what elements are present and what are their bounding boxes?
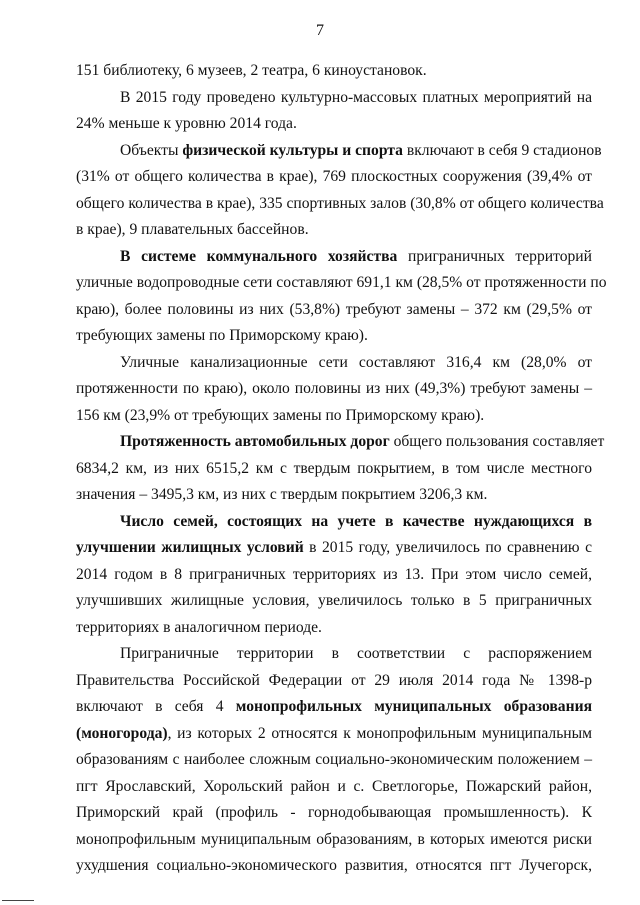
text-segment: уличные водопроводные сети составляют 691,1 км (28,5% от протяженности по: [76, 274, 607, 291]
text-line: [76, 800, 592, 827]
text-line: [76, 562, 592, 589]
text-line: [76, 694, 592, 721]
bold-term: Число семей, состоящих на учете в качестве нуждающихся в: [120, 512, 592, 530]
text-segment: , из которых 2 относятся к монопрофильным муниципальным: [167, 724, 592, 742]
text-segment: В 2015 году проведено культурно-массовых платных мероприятий на: [120, 88, 592, 106]
text-segment: 156 км (23,9% от требующих замены по Приморскому краю).: [76, 406, 485, 424]
text-line: [76, 244, 592, 271]
bold-term: (моногорода): [76, 724, 168, 742]
text-segment: 151 библиотеку, 6 музеев, 2 театра, 6 киноустановок.: [76, 62, 427, 79]
text-segment: включают в себя 4: [76, 698, 236, 715]
text-line: [76, 588, 592, 615]
text-line: [76, 535, 592, 562]
text-segment: общего количества в крае), 335 спортивных залов (30,8% от общего количества: [76, 194, 604, 212]
text-segment: 6834,2 км, из них 6515,2 км с твердым покрытием, в том числе местного: [76, 459, 592, 477]
text-line: [76, 297, 592, 324]
text-segment: требующих замены по Приморскому краю).: [76, 327, 368, 344]
text-line: [76, 747, 592, 774]
text-line: [76, 403, 592, 430]
text-line: [76, 641, 592, 668]
text-segment: в 2015 году, увеличилось по сравнению с: [303, 539, 592, 556]
text-line: [76, 191, 604, 218]
bold-term: монопрофильных муниципальных образования: [235, 698, 593, 715]
text-segment: территориях в аналогичном периоде.: [76, 618, 322, 636]
text-line: [76, 853, 592, 880]
text-segment: включают в себя 9 стадионов: [402, 141, 602, 159]
text-line: [76, 323, 592, 350]
text-line: [76, 138, 602, 165]
text-segment: (31% от общего количества в крае), 769 плоскостных сооружения (39,4% от: [76, 168, 592, 185]
text-segment: Объекты: [120, 141, 183, 159]
text-line: [76, 509, 592, 536]
text-line: [76, 85, 592, 112]
text-segment: образованиям с наиболее сложным социально-экономическим положением –: [76, 751, 592, 768]
text-line: [76, 668, 592, 695]
document-body: [76, 58, 607, 880]
text-segment: Приморский край (профиль - горнодобывающая промышленность). К: [76, 804, 592, 821]
text-line: [76, 350, 592, 377]
text-line: [76, 482, 592, 509]
text-line: [76, 456, 592, 483]
text-segment: значения – 3495,3 км, из них с твердым покрытием 3206,3 км.: [76, 486, 488, 503]
bold-term: В системе коммунального хозяйства: [120, 247, 398, 265]
bold-term: улучшении жилищных условий: [76, 539, 304, 556]
text-segment: в крае), 9 плавательных бассейнов.: [76, 221, 309, 238]
text-segment: 2014 годом в 8 приграничных территориях из 13. При этом число семей,: [76, 565, 592, 583]
bold-term: Протяженность автомобильных дорог: [120, 433, 390, 450]
text-line: [76, 58, 592, 85]
text-segment: Уличные канализационные сети составляют 316,4 км (28,0% от: [120, 353, 592, 371]
text-line: [76, 376, 592, 403]
text-line: [76, 111, 592, 138]
text-segment: общего пользования составляет: [389, 433, 605, 450]
bold-term: физической культуры и спорта: [182, 141, 403, 159]
text-line: [76, 827, 592, 854]
text-line: [76, 615, 592, 642]
text-line: [76, 721, 592, 748]
text-line: [76, 217, 592, 244]
text-segment: пгт Ярославский, Хорольский район и с. Светлогорье, Пожарский район,: [76, 777, 592, 795]
text-segment: приграничных территорий: [397, 247, 592, 265]
text-segment: краю), более половины из них (53,8%) требуют замены – 372 км (29,5% от: [76, 300, 592, 318]
text-segment: 24% меньше к уровню 2014 года.: [76, 115, 297, 132]
text-segment: монопрофильным муниципальным образованиям, в которых имеются риски: [76, 830, 592, 848]
text-line: [76, 429, 605, 456]
text-line: [76, 774, 592, 801]
text-segment: улучшивших жилищные условия, увеличилось только в 5 приграничных: [76, 592, 592, 609]
text-line: [76, 164, 592, 191]
text-segment: протяженности по краю), около половины из них (49,3%) требуют замены –: [76, 380, 592, 397]
footer-rule: [2, 900, 34, 901]
text-segment: ухудшения социально-экономического развития, относятся пгт Лучегорск,: [76, 857, 592, 874]
text-segment: Приграничные территории в соответствии с распоряжением: [120, 645, 592, 662]
page-number: 7: [316, 22, 324, 39]
text-line: [76, 270, 607, 297]
text-segment: Правительства Российской Федерации от 29 июля 2014 года № 1398-р: [76, 671, 592, 689]
